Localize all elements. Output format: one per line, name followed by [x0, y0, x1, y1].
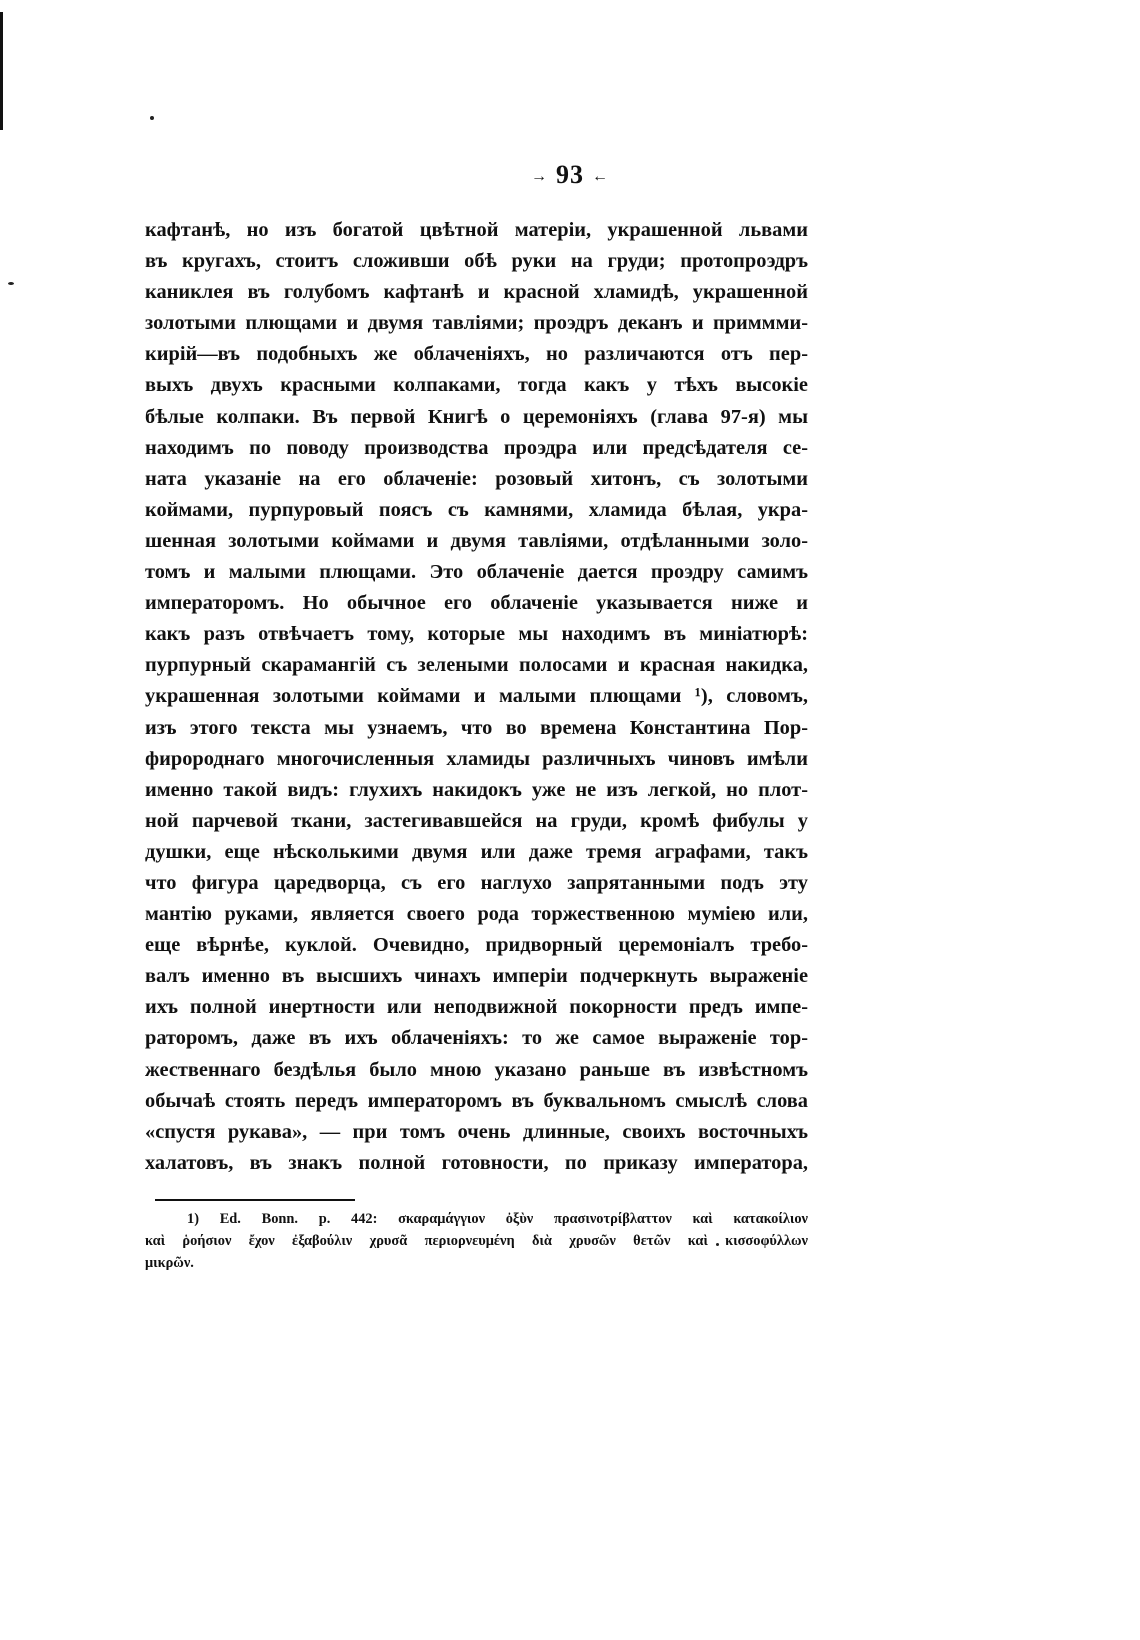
- footnote-line: καὶ ῥοήσιον ἔχον ἐξαβούλιν χρυσᾶ περιορνευμένη διὰ χρυσῶν θετῶν καὶ κισσοφύλλων: [145, 1233, 808, 1249]
- text-line: душки, еще нѣсколькими двумя или даже тремя аграфами, такъ: [145, 840, 808, 863]
- text-line: золотыми плющами и двумя тавліями; проэдръ деканъ и приммми-: [145, 312, 808, 335]
- text-line: въ кругахъ, стоитъ сложивши обѣ руки на груди; протопроэдръ: [145, 250, 808, 273]
- text-line: «спустя рукава», — при томъ очень длинные, своихъ восточныхъ: [145, 1120, 808, 1143]
- header-left-ornament: →: [531, 168, 548, 186]
- text-line: ной парчевой ткани, застегивавшейся на груди, кромѣ фибулы у: [145, 809, 808, 832]
- page-number: 93: [556, 160, 584, 189]
- text-line: украшенная золотыми коймами и малыми плющами ¹), словомъ,: [145, 685, 808, 708]
- scan-speck: [150, 116, 154, 120]
- text-line: халатовъ, въ знакъ полной готовности, по приказу императора,: [145, 1151, 808, 1174]
- text-line: валъ именно въ высшихъ чинахъ имперіи подчеркнуть выраженіе: [145, 965, 808, 988]
- text-line: мантію руками, является своего рода торжественною муміею или,: [145, 903, 808, 926]
- text-line: томъ и малыми плющами. Это облаченіе дается проэдру самимъ: [145, 561, 808, 584]
- text-line: бѣлые колпаки. Въ первой Книгѣ о церемоніяхъ (глава 97-я) мы: [145, 405, 808, 428]
- text-line: фиророднаго многочисленныя хламиды различныхъ чиновъ имѣли: [145, 747, 808, 770]
- text-line: пурпурный скарамангій съ зелеными полосами и красная накидка,: [145, 654, 808, 677]
- text-line: находимъ по поводу производства проэдра или предсѣдателя се-: [145, 436, 808, 459]
- page-header: [0, 160, 1140, 190]
- text-line: жественнаго бездѣлья было мною указано раньше въ извѣстномъ: [145, 1058, 808, 1081]
- scan-edge-artifact: [0, 12, 3, 130]
- text-line: изъ этого текста мы узнаемъ, что во времена Константина Пор-: [145, 716, 808, 739]
- text-line: кирій—въ подобныхъ же облаченіяхъ, но различаются отъ пер-: [145, 343, 808, 366]
- scan-speck: [8, 282, 14, 285]
- text-line: выхъ двухъ красными колпаками, тогда какъ у тѣхъ высокіе: [145, 374, 808, 397]
- text-line: императоромъ. Но обычное его облаченіе указывается ниже и: [145, 592, 808, 615]
- text-line: кафтанѣ, но изъ богатой цвѣтной матеріи, украшенной львами: [145, 219, 808, 241]
- text-line: что фигура царедворца, съ его наглухо запрятанными подъ эту: [145, 871, 808, 894]
- text-line: обычаѣ стоять передъ императоромъ въ буквальномъ смыслѣ слова: [145, 1089, 808, 1112]
- footnote-line: 1) Ed. Bonn. p. 442: σκαραμάγγιον ὀξὺν πρασινοτρίβλαττον καὶ κατακοίλιον: [187, 1211, 808, 1227]
- footnote-line: μικρῶν.: [145, 1255, 194, 1271]
- footnote: [145, 1208, 808, 1274]
- text-line: ихъ полной инертности или неподвижной покорности предъ импе-: [145, 996, 808, 1019]
- text-line: каниклея въ голубомъ кафтанѣ и красной хламидѣ, украшенной: [145, 281, 808, 304]
- text-line: какъ разъ отвѣчаетъ тому, которые мы находимъ въ миніатюрѣ:: [145, 623, 808, 646]
- text-line: именно такой видъ: глухихъ накидокъ уже не изъ легкой, но плот-: [145, 778, 808, 801]
- text-line: еще вѣрнѣе, куклой. Очевидно, придворный церемоніалъ требо-: [145, 934, 808, 957]
- text-line: шенная золотыми коймами и двумя тавліями, отдѣланными золо-: [145, 529, 808, 552]
- header-right-ornament: ←: [592, 168, 609, 186]
- footnote-divider: [155, 1199, 355, 1201]
- body-text: [145, 215, 808, 1179]
- text-line: раторомъ, даже въ ихъ облаченіяхъ: то же самое выраженіе тор-: [145, 1027, 808, 1050]
- text-line: коймами, пурпуровый поясъ съ камнями, хламида бѣлая, укра-: [145, 498, 808, 521]
- text-line: ната указаніе на его облаченіе: розовый хитонъ, съ золотыми: [145, 467, 808, 490]
